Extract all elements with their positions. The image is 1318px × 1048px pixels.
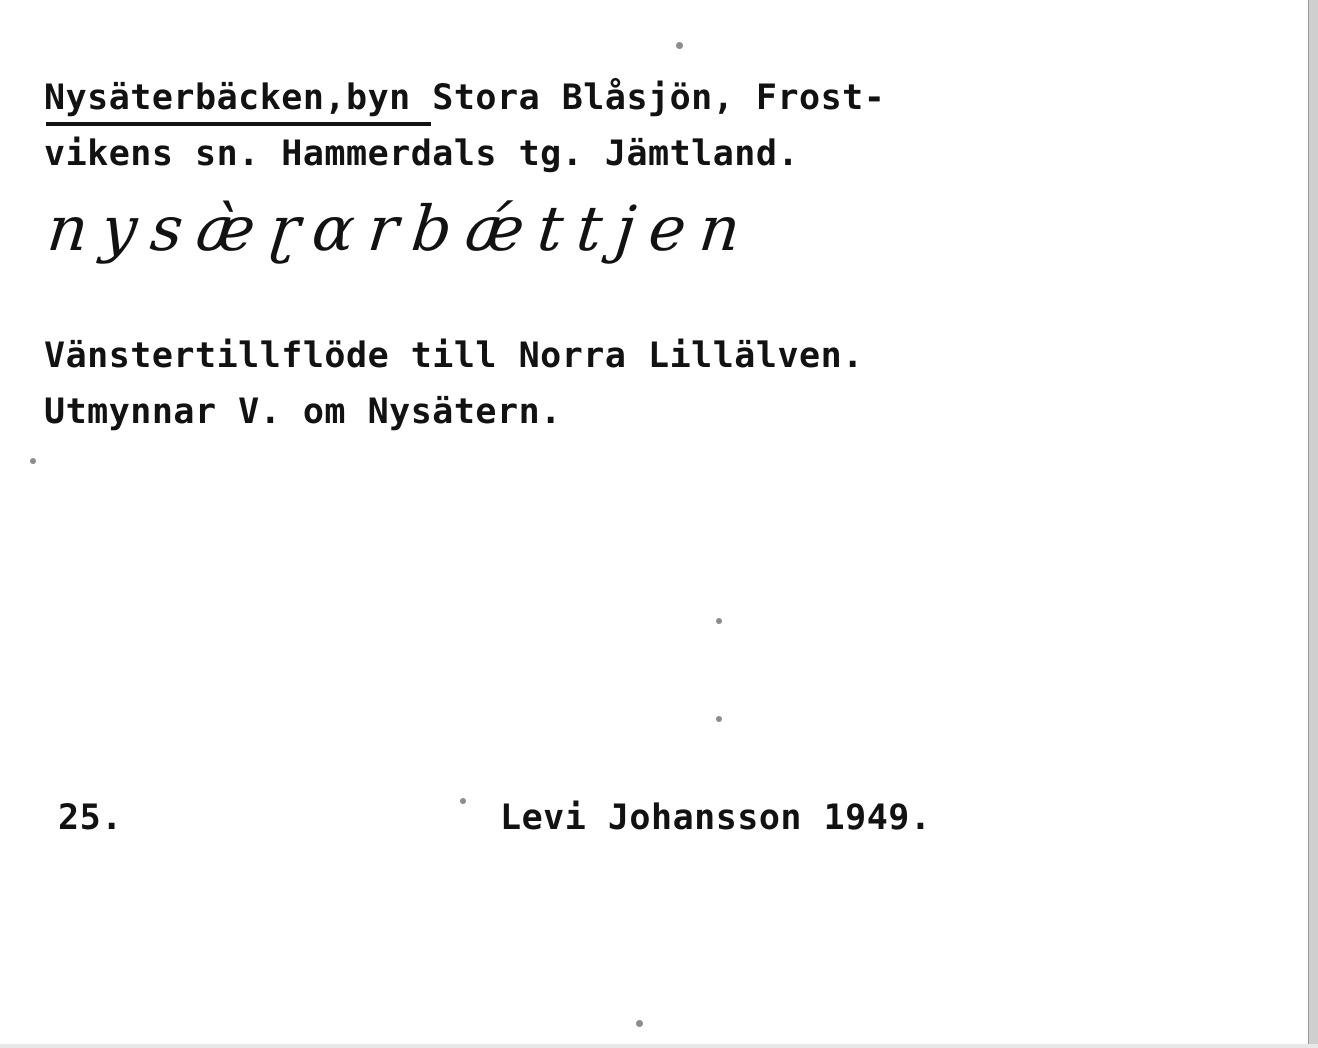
scan-speck [676,42,683,49]
scan-speck [636,1020,643,1027]
scan-speck [716,618,722,624]
card-number: 25. [58,798,123,838]
attribution: Levi Johansson 1949. [500,798,932,838]
scan-speck [716,716,722,722]
scan-speck [460,798,466,804]
headword-line-1: Nysäterbäcken,byn Stora Blåsjön, Frost- [44,78,886,118]
card-bottom-edge [0,1044,1318,1048]
scan-speck [30,458,36,464]
description-line-2: Utmynnar V. om Nysätern. [44,392,562,432]
phonetic-transcription-text: nysæ̀ɽɑrbǽttjen [44,192,758,265]
phonetic-transcription [40,186,1000,296]
description-line-1: Vänstertillflöde till Norra Lillälven. [44,336,864,376]
headword-underline [46,122,431,126]
card-right-edge [1308,0,1318,1048]
headword-line-2: vikens sn. Hammerdals tg. Jämtland. [44,134,800,174]
